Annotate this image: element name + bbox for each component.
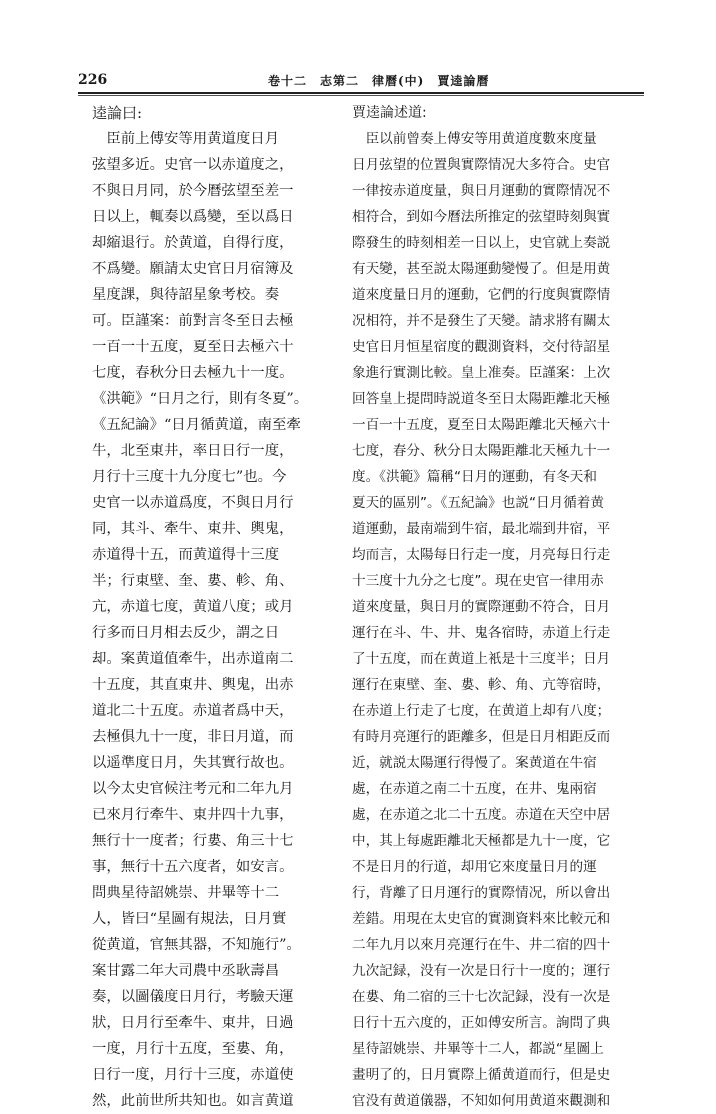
translation-text-line: 不是日月的行道，却用它來度量日月的運 [352, 859, 597, 875]
classical-text-line: 半；行東壁、奎、婁、軫、角、 [92, 573, 294, 589]
classical-text-line: 奏，以圖儀度日月行，考驗天運 [92, 989, 294, 1005]
classical-text-line: 一百一十五度，夏至日去極六十 [92, 339, 294, 355]
classical-text-line: 牛，北至東井，率日日行一度， [92, 443, 294, 459]
translation-text-line: 運行在東壁、奎、婁、軫、角、亢等宿時， [352, 677, 611, 693]
classical-text-line: 去極俱九十一度，非日月道，而 [92, 729, 294, 745]
translation-text-line: 道來度量，與日月的實際運動不符合，日月 [352, 599, 611, 615]
translation-text-line: 了十五度，而在黄道上衹是十三度半；日月 [352, 651, 611, 667]
classical-text-line: 狀，日月行至牽牛、東井，日過 [92, 1015, 294, 1031]
translation-lines [352, 126, 630, 1114]
classical-heading: 逵論曰: [92, 104, 143, 122]
classical-text-column [92, 100, 320, 1114]
translation-text-line: 有時月亮運行的距離多，但是日月相距反而 [352, 729, 611, 745]
translation-text-line: 行，背離了日月運行的實際情况，所以會出 [352, 885, 611, 901]
translation-text-line: 史官日月恒星宿度的觀測資料，交付待詔星 [352, 339, 611, 355]
translation-text-line: 均而言，太陽每日行走一度，月亮每日行走 [352, 547, 611, 563]
classical-text-line: 弦望多近。史官一以赤道度之， [92, 157, 294, 173]
translation-text-line: 差錯。用現在太史官的實測資料來比較元和 [352, 911, 611, 927]
classical-text-line: 然，此前世所共知也。如言黄道 [92, 1093, 294, 1109]
classical-text-line: 《五紀論》“日月循黄道，南至牽 [92, 417, 301, 433]
classical-text-line: 星度課，與待詔星象考校。奏 [92, 287, 280, 303]
header-rule-thin [78, 95, 644, 96]
translation-text-line: 度。《洪範》篇稱“日月的運動，有冬天和 [352, 469, 597, 485]
translation-text-line: 處，在赤道之北二十五度。赤道在天空中居 [352, 807, 611, 823]
translation-text-line: 道來度量日月的運動，它們的行度與實際情 [352, 287, 611, 303]
translation-text-line: 日月弦望的位置與實際情况大多符合。史官 [352, 157, 611, 173]
translation-text-line: 一百一十五度，夏至日太陽距離北天極六十 [352, 417, 611, 433]
classical-text-line: 却縮退行。於黄道，自得行度， [92, 235, 294, 251]
translation-text-line: 况相符，并不是發生了天變。請求將有關太 [352, 313, 611, 329]
translation-text-line: 官没有黄道儀器，不知如何用黄道來觀測和 [352, 1093, 611, 1109]
classical-text-line: 亢，赤道七度，黄道八度；或月 [92, 599, 294, 615]
classical-text-line: 無行十一度者；行婁、角三十七 [92, 833, 294, 849]
translation-column [352, 100, 630, 1114]
classical-lines [92, 126, 320, 1114]
classical-text-line: 行多而日月相去反少，謂之日 [92, 625, 280, 641]
translation-text-line: 相符合，到如今曆法所推定的弦望時刻與實 [352, 209, 611, 225]
classical-text-line: 道北二十五度。赤道者爲中天， [92, 703, 294, 719]
page-number: 226 [78, 72, 108, 88]
translation-text-line: 七度，春分、秋分日太陽距離北天極九十一 [352, 443, 611, 459]
classical-text-line: 不爲變。願請太史官日月宿簿及 [92, 261, 294, 277]
running-head: 卷十二 志第二 律曆(中) 賈逵論曆 [268, 74, 490, 88]
page-header [78, 70, 638, 92]
classical-text-line: 以遥準度日月，失其實行故也。 [92, 755, 294, 771]
translation-text-line: 運行在斗、牛、井、鬼各宿時，赤道上行走 [352, 625, 611, 641]
classical-text-line: 不與日月同，於今曆弦望至差一 [92, 183, 294, 199]
translation-text-line: 畫明了的，日月實際上循黄道而行，但是史 [352, 1067, 611, 1083]
classical-text-line: 事，無行十五六度者，如安言。 [92, 859, 294, 875]
translation-text-line: 有天變，甚至説太陽運動變慢了。但是用黄 [352, 261, 611, 277]
translation-text-line: 中，其上每處距離北天極都是九十一度，它 [352, 833, 611, 849]
translation-text-line: 象進行實測比較。皇上准奏。臣謹案：上次 [352, 365, 611, 381]
classical-text-line: 十五度，其直東井、輿鬼，出赤 [92, 677, 294, 693]
classical-text-line: 日以上，輒奏以爲變，至以爲日 [92, 209, 294, 225]
translation-text-line: 星待詔姚崇、井畢等十二人，都説“星圖上 [352, 1041, 604, 1057]
translation-text-line: 際發生的時刻相差一日以上，史官就上奏説 [352, 235, 611, 251]
translation-text-line: 十三度十九分之七度”。現在史官一律用赤 [352, 573, 604, 589]
classical-text-line: 七度，春秋分日去極九十一度。 [92, 365, 294, 381]
classical-text-line: 却。案黄道值牽牛，出赤道南二 [92, 651, 294, 667]
classical-text-line: 案甘露二年大司農中丞耿壽昌 [92, 963, 280, 979]
classical-text-line: 人，皆曰“星圖有規法，日月實 [92, 911, 287, 927]
classical-text-line: 臣前上傅安等用黄道度日月 [92, 131, 280, 147]
translation-text-line: 處，在赤道之南二十五度，在井、鬼兩宿 [352, 781, 597, 797]
classical-text-line: 一度，月行十五度，至婁、角， [92, 1041, 294, 1057]
translation-text-line: 臣以前曾奏上傅安等用黄道度數來度量 [352, 131, 597, 147]
classical-text-line: 以今太史官候注考元和二年九月 [92, 781, 294, 797]
translation-text-line: 在婁、角二宿的三十七次記録，没有一次是 [352, 989, 611, 1005]
translation-text-line: 回答皇上提問時説道冬至日太陽距離北天極 [352, 391, 611, 407]
translation-text-line: 二年九月以來月亮運行在牛、井二宿的四十 [352, 937, 611, 953]
translation-text-line: 一律按赤道度量，與日月運動的實際情况不 [352, 183, 611, 199]
classical-text-line: 日行一度，月行十三度，赤道使 [92, 1067, 294, 1083]
translation-text-line: 道運動，最南端到牛宿，最北端到井宿，平 [352, 521, 611, 537]
classical-text-line: 從黄道，官無其器，不知施行”。 [92, 937, 301, 953]
translation-text-line: 九次記録，没有一次是日行十一度的；運行 [352, 963, 611, 979]
header-rule [78, 92, 644, 94]
classical-text-line: 問典星待詔姚崇、井畢等十二 [92, 885, 280, 901]
translation-heading: 賈逵論述道: [352, 105, 427, 121]
translation-text-line: 近，就説太陽運行得慢了。案黄道在牛宿 [352, 755, 597, 771]
classical-text-line: 史官一以赤道爲度，不與日月行 [92, 495, 294, 511]
classical-text-line: 《洪範》“日月之行，則有冬夏”。 [92, 391, 309, 407]
classical-text-line: 赤道得十五，而黄道得十三度 [92, 547, 280, 563]
classical-text-line: 可。臣謹案：前對言冬至日去極 [92, 313, 294, 329]
translation-text-line: 在赤道上行走了七度，在黄道上却有八度； [352, 703, 611, 719]
classical-text-line: 同，其斗、牽牛、東井、輿鬼， [92, 521, 294, 537]
translation-text-line: 夏天的區别”。《五紀論》也説“日月循着黄 [352, 495, 604, 511]
classical-text-line: 月行十三度十九分度七”也。今 [92, 469, 287, 485]
classical-text-line: 已來月行牽牛、東井四十九事， [92, 807, 294, 823]
translation-text-line: 日行十五六度的，正如傅安所言。詢問了典 [352, 1015, 611, 1031]
